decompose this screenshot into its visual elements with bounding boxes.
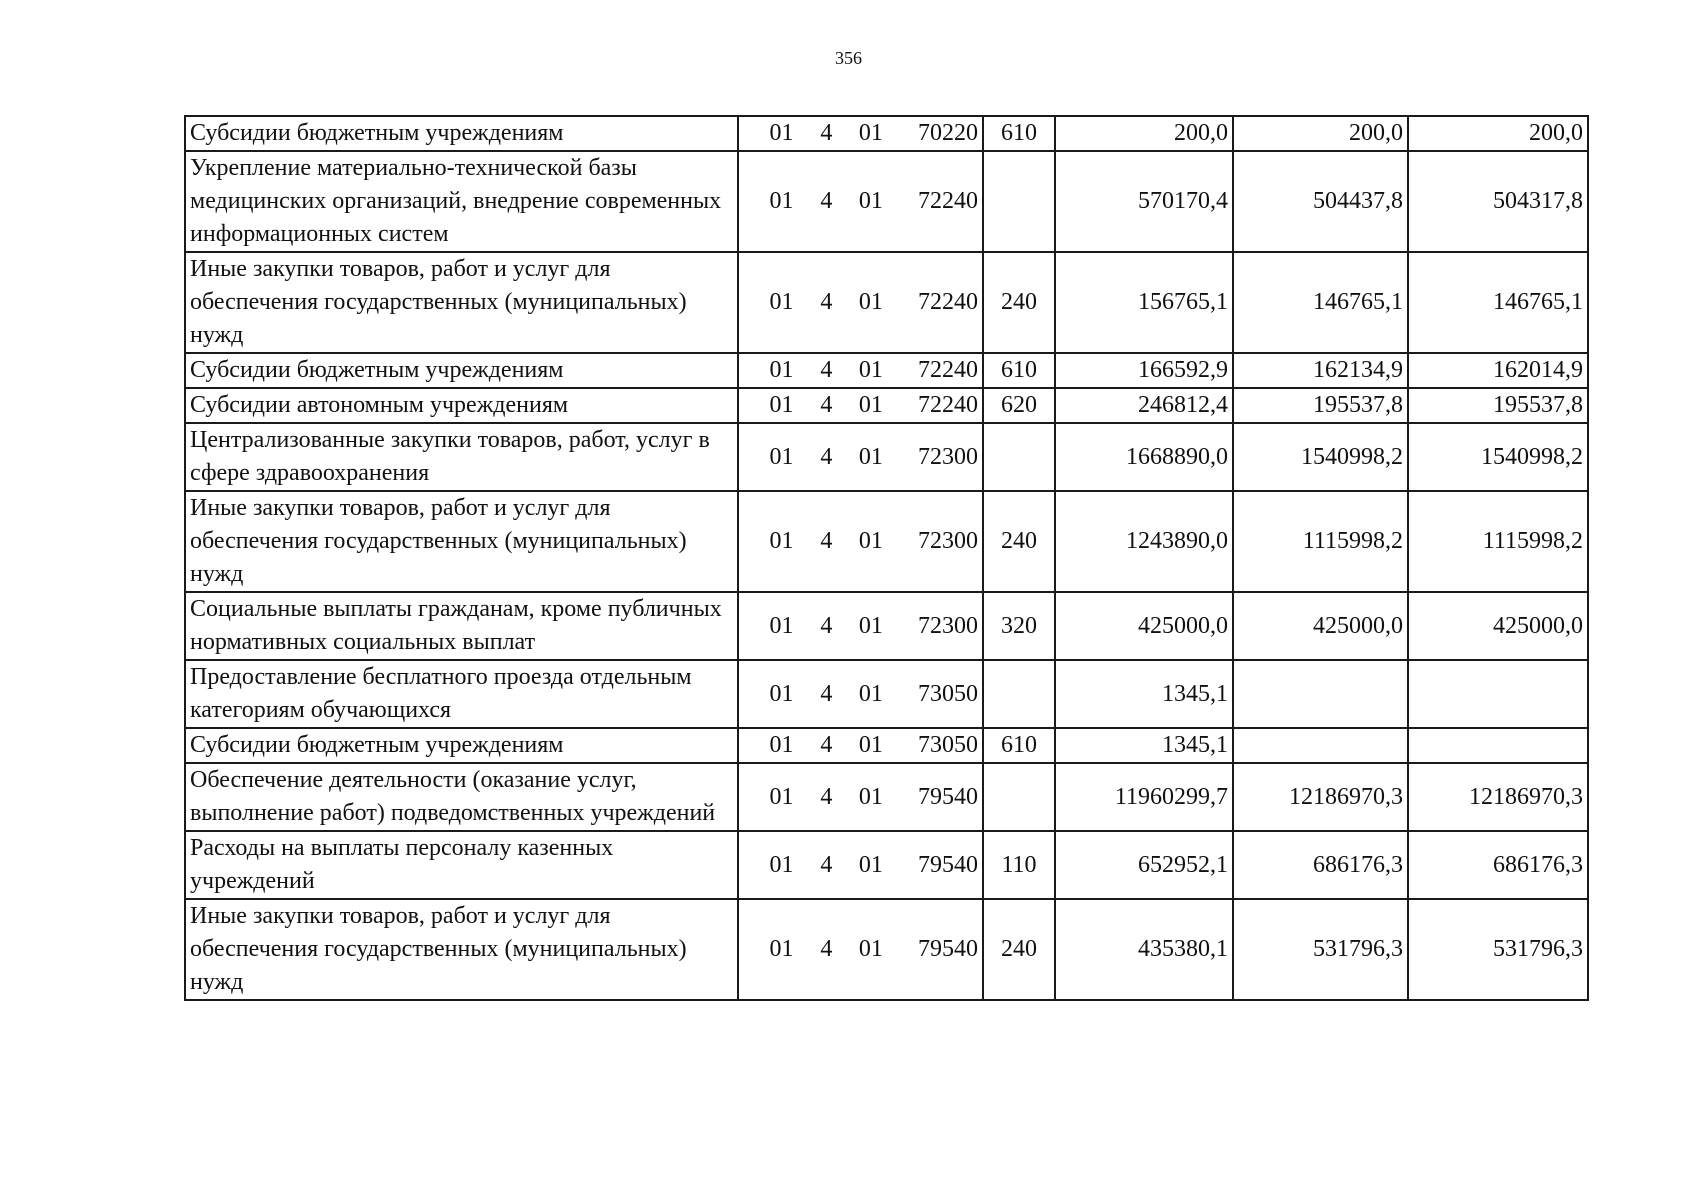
amount-year-1: 11960299,7 — [1055, 763, 1233, 831]
amount-year-2: 504437,8 — [1233, 151, 1408, 252]
direction-code: 79540 — [918, 936, 979, 962]
program-code: 01 — [769, 528, 794, 554]
main-activity-code: 01 — [858, 851, 883, 878]
expense-name: Иные закупки товаров, работ и услуг для обеспечения государственных (муниципальных) нужд — [185, 899, 738, 1000]
subprogram-code: 4 — [820, 443, 833, 470]
direction-code: 72300 — [918, 443, 979, 470]
main-activity-code: 01 — [858, 443, 883, 470]
program-code: 01 — [769, 680, 794, 707]
main-activity-code: 01 — [858, 732, 883, 758]
subprogram-code: 4 — [820, 612, 833, 639]
expense-type-code: 320 — [983, 592, 1055, 660]
table-row — [185, 592, 1588, 660]
table-row — [185, 660, 1588, 728]
amount-year-1: 1668890,0 — [1055, 423, 1233, 491]
amount-year-3: 162014,9 — [1408, 353, 1588, 388]
subprogram-code: 4 — [820, 528, 833, 554]
expense-type-code: 620 — [983, 388, 1055, 423]
direction-code: 72240 — [918, 392, 979, 418]
program-code: 01 — [769, 851, 794, 878]
expense-name: Укрепление материально-технической базы медицинских организаций, внедрение современных информационных систем — [185, 151, 738, 252]
table-row — [185, 252, 1588, 353]
expense-name: Обеспечение деятельности (оказание услуг, выполнение работ) подведомственных учреждений — [185, 763, 738, 831]
budget-table — [184, 115, 1589, 1001]
program-code: 01 — [769, 357, 794, 383]
amount-year-1: 200,0 — [1055, 116, 1233, 151]
main-activity-code: 01 — [858, 188, 883, 214]
expense-name: Субсидии автономным учреждениям — [185, 388, 738, 423]
direction-code: 72300 — [918, 612, 979, 639]
amount-year-3: 531796,3 — [1408, 899, 1588, 1000]
amount-year-1: 1345,1 — [1055, 660, 1233, 728]
subprogram-code: 4 — [820, 783, 833, 810]
subprogram-code: 4 — [820, 357, 833, 383]
amount-year-1: 156765,1 — [1055, 252, 1233, 353]
subprogram-code: 4 — [820, 289, 833, 315]
amount-year-1: 1243890,0 — [1055, 491, 1233, 592]
amount-year-3 — [1408, 728, 1588, 763]
classification-code-cell — [738, 899, 983, 1000]
direction-code: 79540 — [918, 851, 979, 878]
program-code: 01 — [769, 392, 794, 418]
classification-code-cell — [738, 491, 983, 592]
classification-code-cell — [738, 831, 983, 899]
amount-year-2: 1115998,2 — [1233, 491, 1408, 592]
amount-year-2: 425000,0 — [1233, 592, 1408, 660]
amount-year-1: 166592,9 — [1055, 353, 1233, 388]
amount-year-3 — [1408, 660, 1588, 728]
main-activity-code: 01 — [858, 612, 883, 639]
amount-year-2: 531796,3 — [1233, 899, 1408, 1000]
expense-name: Иные закупки товаров, работ и услуг для обеспечения государственных (муниципальных) нужд — [185, 491, 738, 592]
amount-year-3: 195537,8 — [1408, 388, 1588, 423]
amount-year-3: 425000,0 — [1408, 592, 1588, 660]
amount-year-3: 146765,1 — [1408, 252, 1588, 353]
amount-year-2: 12186970,3 — [1233, 763, 1408, 831]
expense-type-code — [983, 660, 1055, 728]
program-code: 01 — [769, 188, 794, 214]
amount-year-1: 425000,0 — [1055, 592, 1233, 660]
classification-code-cell — [738, 353, 983, 388]
expense-name: Расходы на выплаты персоналу казенных учреждений — [185, 831, 738, 899]
expense-type-code — [983, 763, 1055, 831]
subprogram-code: 4 — [820, 680, 833, 707]
expense-name: Централизованные закупки товаров, работ, услуг в сфере здравоохранения — [185, 423, 738, 491]
main-activity-code: 01 — [858, 120, 883, 146]
direction-code: 72300 — [918, 528, 979, 554]
program-code: 01 — [769, 120, 794, 146]
expense-name: Субсидии бюджетным учреждениям — [185, 116, 738, 151]
table-row — [185, 899, 1588, 1000]
program-code: 01 — [769, 612, 794, 639]
main-activity-code: 01 — [858, 680, 883, 707]
amount-year-1: 570170,4 — [1055, 151, 1233, 252]
amount-year-2 — [1233, 660, 1408, 728]
expense-type-code: 240 — [983, 252, 1055, 353]
table-row — [185, 388, 1588, 423]
amount-year-1: 652952,1 — [1055, 831, 1233, 899]
classification-code-cell — [738, 388, 983, 423]
table-row — [185, 151, 1588, 252]
amount-year-2: 200,0 — [1233, 116, 1408, 151]
direction-code: 79540 — [918, 783, 979, 810]
direction-code: 73050 — [918, 732, 979, 758]
amount-year-1: 246812,4 — [1055, 388, 1233, 423]
amount-year-2: 162134,9 — [1233, 353, 1408, 388]
table-row — [185, 763, 1588, 831]
direction-code: 72240 — [918, 188, 979, 214]
main-activity-code: 01 — [858, 392, 883, 418]
direction-code: 73050 — [918, 680, 979, 707]
amount-year-3: 200,0 — [1408, 116, 1588, 151]
amount-year-1: 1345,1 — [1055, 728, 1233, 763]
table-row — [185, 353, 1588, 388]
subprogram-code: 4 — [820, 120, 833, 146]
amount-year-3: 686176,3 — [1408, 831, 1588, 899]
classification-code-cell — [738, 151, 983, 252]
amount-year-3: 12186970,3 — [1408, 763, 1588, 831]
program-code: 01 — [769, 443, 794, 470]
expense-name: Субсидии бюджетным учреждениям — [185, 353, 738, 388]
expense-type-code: 240 — [983, 899, 1055, 1000]
program-code: 01 — [769, 289, 794, 315]
amount-year-2: 195537,8 — [1233, 388, 1408, 423]
classification-code-cell — [738, 423, 983, 491]
main-activity-code: 01 — [858, 528, 883, 554]
amount-year-2 — [1233, 728, 1408, 763]
expense-name: Социальные выплаты гражданам, кроме публичных нормативных социальных выплат — [185, 592, 738, 660]
amount-year-1: 435380,1 — [1055, 899, 1233, 1000]
table-row — [185, 116, 1588, 151]
main-activity-code: 01 — [858, 289, 883, 315]
classification-code-cell — [738, 763, 983, 831]
subprogram-code: 4 — [820, 732, 833, 758]
expense-name: Субсидии бюджетным учреждениям — [185, 728, 738, 763]
budget-table-body — [185, 116, 1588, 1000]
classification-code-cell — [738, 252, 983, 353]
amount-year-3: 504317,8 — [1408, 151, 1588, 252]
amount-year-2: 146765,1 — [1233, 252, 1408, 353]
amount-year-2: 686176,3 — [1233, 831, 1408, 899]
expense-name: Предоставление бесплатного проезда отдельным категориям обучающихся — [185, 660, 738, 728]
page-number: 356 — [835, 48, 862, 68]
amount-year-3: 1540998,2 — [1408, 423, 1588, 491]
main-activity-code: 01 — [858, 936, 883, 962]
expense-type-code: 610 — [983, 353, 1055, 388]
classification-code-cell — [738, 116, 983, 151]
expense-type-code — [983, 423, 1055, 491]
main-activity-code: 01 — [858, 357, 883, 383]
program-code: 01 — [769, 783, 794, 810]
direction-code: 72240 — [918, 357, 979, 383]
subprogram-code: 4 — [820, 188, 833, 214]
table-row — [185, 728, 1588, 763]
program-code: 01 — [769, 732, 794, 758]
table-row — [185, 423, 1588, 491]
classification-code-cell — [738, 728, 983, 763]
classification-code-cell — [738, 592, 983, 660]
amount-year-3: 1115998,2 — [1408, 491, 1588, 592]
expense-type-code: 610 — [983, 116, 1055, 151]
subprogram-code: 4 — [820, 392, 833, 418]
expense-type-code: 110 — [983, 831, 1055, 899]
amount-year-2: 1540998,2 — [1233, 423, 1408, 491]
main-activity-code: 01 — [858, 783, 883, 810]
direction-code: 72240 — [918, 289, 979, 315]
direction-code: 70220 — [918, 120, 979, 146]
subprogram-code: 4 — [820, 851, 833, 878]
classification-code-cell — [738, 660, 983, 728]
expense-type-code: 610 — [983, 728, 1055, 763]
table-row — [185, 831, 1588, 899]
subprogram-code: 4 — [820, 936, 833, 962]
program-code: 01 — [769, 936, 794, 962]
expense-type-code: 240 — [983, 491, 1055, 592]
table-row — [185, 491, 1588, 592]
expense-type-code — [983, 151, 1055, 252]
expense-name: Иные закупки товаров, работ и услуг для обеспечения государственных (муниципальных) нужд — [185, 252, 738, 353]
